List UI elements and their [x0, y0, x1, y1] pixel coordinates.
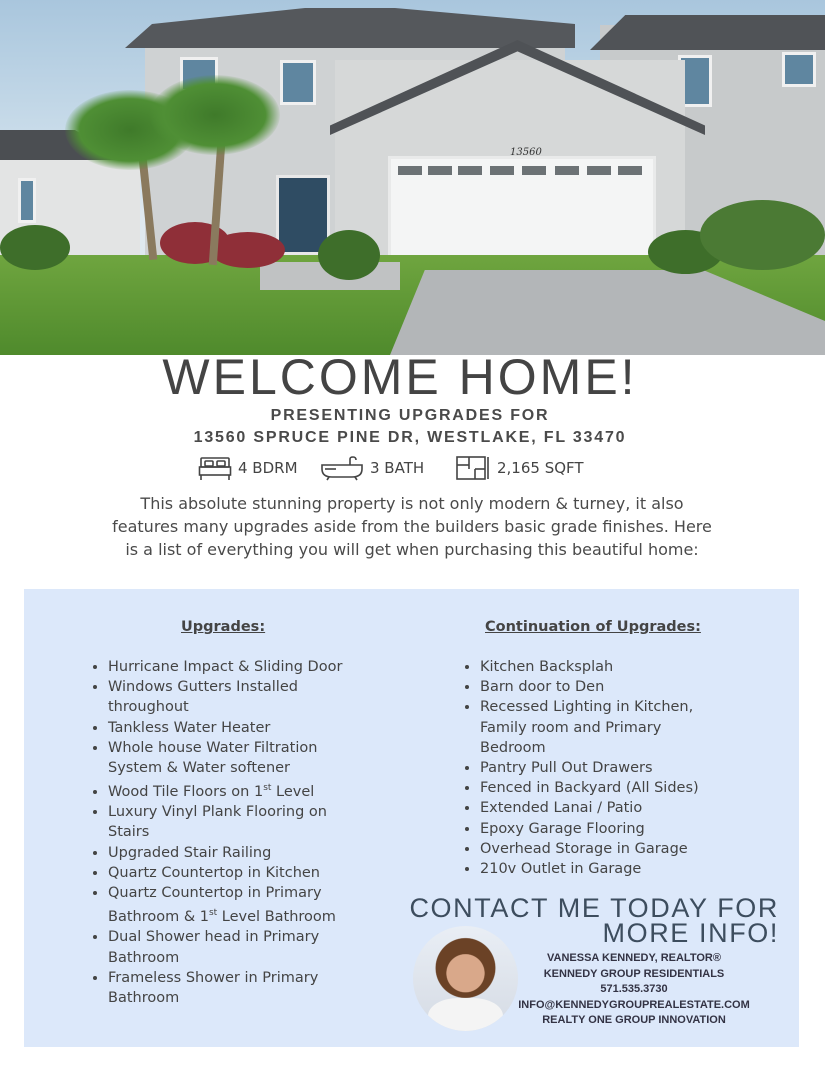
list-item: • Wood Tile Floors on 1st Level — [108, 778, 348, 802]
list-item: • Epoxy Garage Flooring — [480, 819, 720, 839]
contact-heading-line1: CONTACT ME TODAY FOR — [409, 893, 779, 923]
spec-bathrooms — [320, 455, 424, 481]
property-specs — [0, 452, 825, 484]
list-item: • Quartz Countertop in Primary Bathroom & 1st Level Bathroom — [108, 883, 348, 927]
area-label: 2,165 SQFT — [497, 459, 584, 477]
agent-email[interactable]: INFO@KENNEDYGROUPREALESTATE.COM — [518, 998, 750, 1011]
floorplan-icon — [455, 455, 491, 481]
list-item: • Pantry Pull Out Drawers — [480, 758, 720, 778]
list-item: • Barn door to Den — [480, 677, 720, 697]
agent-brokerage: REALTY ONE GROUP INNOVATION — [542, 1014, 726, 1026]
page-title: WELCOME HOME! — [162, 349, 638, 405]
bathtub-icon — [320, 455, 364, 481]
spec-area — [455, 455, 584, 481]
agent-phone[interactable]: 571.535.3730 — [600, 983, 668, 995]
list-item: • Upgraded Stair Railing — [108, 843, 348, 863]
subtitle-presenting: PRESENTING UPGRADES FOR — [270, 407, 550, 424]
house-photo — [0, 0, 825, 355]
list-item: • Quartz Countertop in Kitchen — [108, 863, 348, 883]
list-item: • Hurricane Impact & Sliding Door — [108, 657, 348, 677]
upgrades-heading: Upgrades: — [181, 619, 266, 635]
list-item: • Whole house Water Filtration System & Water softener — [108, 738, 348, 778]
list-item: • Luxury Vinyl Plank Flooring on Stairs — [108, 802, 348, 842]
property-description: This absolute stunning property is not only modern & turney, it also features many upgrades aside from the builders basic grade finishes. Here is a list of everything you will get when purchasing this beautiful home: — [112, 494, 712, 559]
list-item: • Overhead Storage in Garage — [480, 839, 720, 859]
list-item: • Windows Gutters Installed throughout — [108, 677, 348, 717]
bedrooms-label: 4 BDRM — [238, 459, 298, 477]
list-item: • Tankless Water Heater — [108, 718, 348, 738]
list-item: • Fenced in Backyard (All Sides) — [480, 778, 720, 798]
continuation-heading: Continuation of Upgrades: — [485, 619, 701, 635]
list-item: • Recessed Lighting in Kitchen, Family room and Primary Bedroom — [480, 697, 720, 758]
spec-bedrooms — [198, 455, 298, 481]
upgrades-panel — [24, 589, 799, 1047]
agent-name: VANESSA KENNEDY, REALTOR® — [547, 952, 721, 964]
house-number: 13560 — [510, 147, 542, 158]
list-item: • Dual Shower head in Primary Bathroom — [108, 927, 348, 967]
agent-photo — [413, 926, 518, 1031]
continuation-list — [462, 657, 720, 879]
bathrooms-label: 3 BATH — [370, 459, 425, 477]
contact-heading-line2: MORE INFO! — [602, 918, 779, 948]
property-address: 13560 SPRUCE PINE DR, WESTLAKE, FL 33470 — [193, 429, 627, 446]
upgrades-list — [90, 657, 348, 1008]
bed-icon — [198, 455, 232, 481]
agent-team: KENNEDY GROUP RESIDENTIALS — [543, 967, 725, 980]
list-item: • Extended Lanai / Patio — [480, 798, 720, 818]
list-item: • Frameless Shower in Primary Bathroom — [108, 968, 348, 1008]
contact-info — [514, 951, 754, 1029]
list-item: • 210v Outlet in Garage — [480, 859, 720, 879]
list-item: • Kitchen Backsplah — [480, 657, 720, 677]
